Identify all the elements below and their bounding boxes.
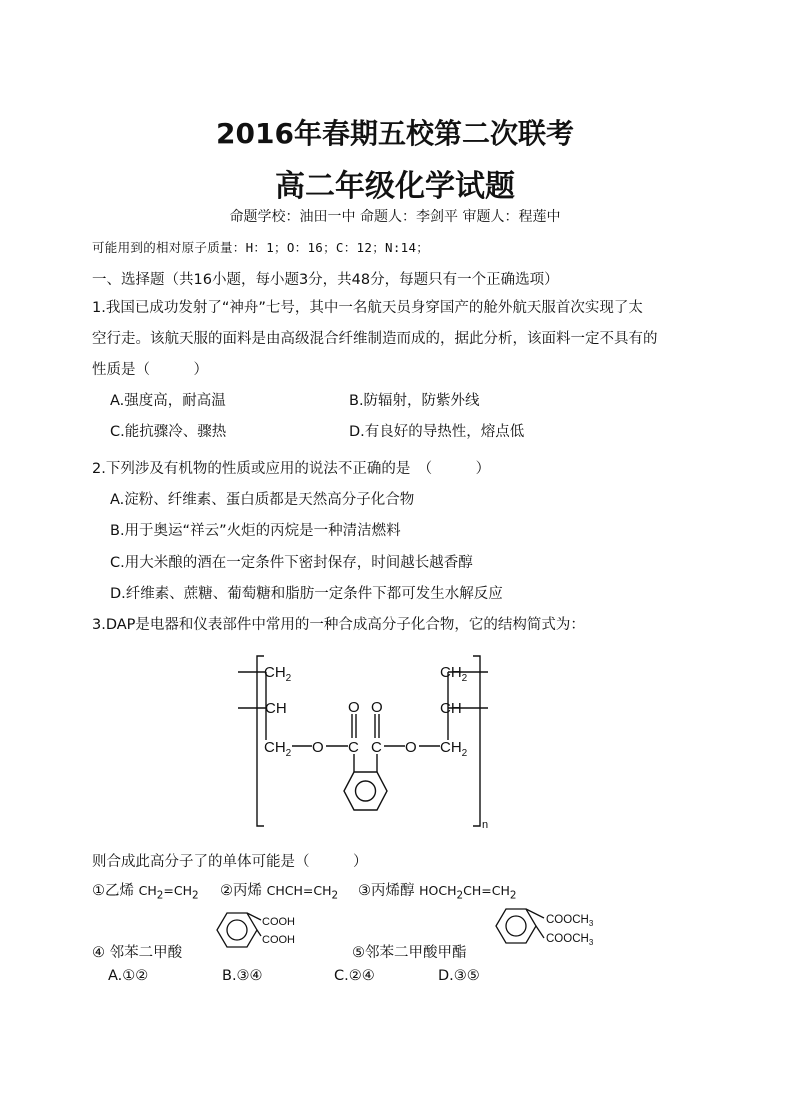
- exam-subtitle: 高二年级化学试题: [275, 169, 515, 204]
- exam-authors: 命题学校：油田一中 命题人：李剑平 审题人：程莲中: [229, 209, 561, 225]
- q3-question: 则合成此高分子了的单体可能是（ ）: [92, 854, 368, 870]
- struct-ch-left: CH: [265, 700, 287, 717]
- phthalic-acid-structure: [205, 906, 315, 961]
- q3-option-d: D.③⑤: [438, 968, 480, 984]
- struct-c-left: C: [348, 739, 359, 756]
- q3-option-b: B.③④: [222, 968, 263, 984]
- q1-stem-line2: 空行走。该航天服的面料是由高级混合纤维制造而成的，据此分析，该面料一定不具有的: [92, 331, 658, 347]
- monomer-3-formula: $HOCH_2CH=CH_2$: [419, 883, 517, 902]
- monomer-2: ②丙烯 $CHCH=CH_2$: [220, 883, 339, 902]
- monomer-5: ⑤邻苯二甲酸甲酯: [352, 945, 467, 961]
- monomer-1-formula: $CH_2=CH_2$: [138, 883, 199, 902]
- q3-stem: 3.DAP是电器和仪表部件中常用的一种合成高分子化合物，它的结构简式为：: [92, 617, 585, 633]
- q2-option-c: C.用大米酿的酒在一定条件下密封保存，时间越长越香醇: [110, 555, 473, 571]
- dap-polymer-structure: [230, 648, 510, 833]
- struct-o-top-right: O: [371, 699, 383, 716]
- q3-option-c: C.②④: [334, 968, 375, 984]
- monomer-1: ①乙烯 $CH_2=CH_2$: [92, 883, 199, 902]
- dimethyl-phthalate-structure: [490, 902, 620, 957]
- q3-option-a: A.①②: [108, 968, 149, 984]
- q1-option-a: A.强度高，耐高温: [110, 393, 226, 409]
- struct-ch2-right: $CH_2$: [440, 664, 468, 684]
- q1-option-d: D.有良好的导热性，熔点低: [349, 424, 525, 440]
- monomer-4: ④ 邻苯二甲酸: [92, 945, 183, 961]
- q1-option-c: C.能抗骤冷、骤热: [110, 424, 227, 440]
- q2-option-d: D.纤维素、蔗糖、葡萄糖和脂肪一定条件下都可发生水解反应: [110, 586, 503, 602]
- struct-c-right: C: [371, 739, 382, 756]
- struct-ch2-left-b: $CH_2$: [264, 739, 292, 759]
- struct-ch2-left: $CH_2$: [264, 664, 292, 684]
- q2-stem: 2.下列涉及有机物的性质或应用的说法不正确的是 （ ）: [92, 461, 491, 477]
- struct-o-right: O: [405, 739, 417, 756]
- struct-ch2-right-b: $CH_2$: [440, 739, 468, 759]
- q2-option-b: B.用于奥运“祥云”火炬的丙烷是一种清洁燃料: [110, 523, 401, 539]
- dmp-cooch3-2: $COOCH_3$: [546, 933, 594, 947]
- struct-ch-right: CH: [440, 700, 462, 717]
- phthalic-cooh-1: COOH: [262, 916, 295, 928]
- monomer-3: ③丙烯醇 $HOCH_2CH=CH_2$: [358, 883, 517, 902]
- section-heading: 一、选择题（共16小题，每小题3分，共48分，每题只有一个正确选项）: [92, 272, 559, 288]
- atomic-masses: 可能用到的相对原子质量：H：1；O：16；C：12；N:14；: [92, 240, 430, 255]
- dmp-cooch3-1: $COOCH_3$: [546, 914, 594, 928]
- struct-o-left: O: [312, 739, 324, 756]
- q1-stem-line1: 1.我国已成功发射了“神舟”七号，其中一名航天员身穿国产的舱外航天服首次实现了太: [92, 300, 643, 316]
- struct-o-top-left: O: [348, 699, 360, 716]
- monomer-2-formula: $CHCH=CH_2$: [266, 883, 339, 902]
- exam-title: 2016年春期五校第二次联考: [216, 117, 574, 150]
- struct-n-subscript: n: [482, 819, 489, 831]
- q1-option-b: B.防辐射，防紫外线: [349, 393, 480, 409]
- q1-stem-line3: 性质是（ ）: [92, 362, 208, 378]
- phthalic-cooh-2: COOH: [262, 934, 295, 946]
- q2-option-a: A.淀粉、纤维素、蛋白质都是天然高分子化合物: [110, 492, 415, 508]
